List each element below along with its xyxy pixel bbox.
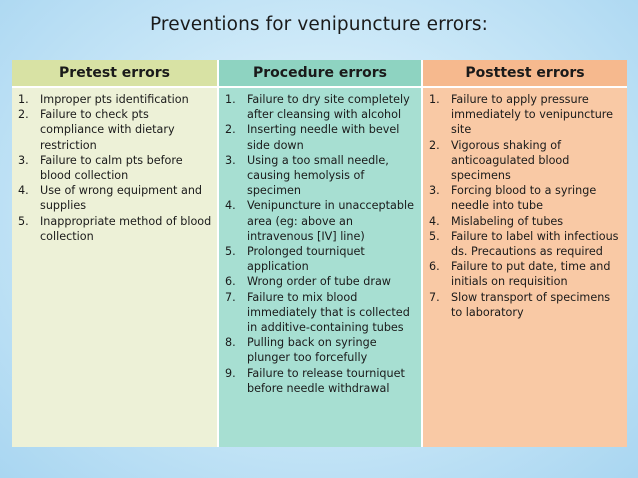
procedure-column (218, 87, 422, 447)
list-item (429, 183, 624, 213)
list-item-text: Inappropriate method of blood collection (40, 214, 212, 243)
list-item (225, 122, 418, 152)
list-item-text: Improper pts identification (40, 93, 189, 106)
list-item-text: Vigorous shaking of anticoagulated blood specimens (451, 138, 570, 183)
list-item-text: Failure to label with infectious ds. Precautions as required (451, 229, 619, 259)
pretest-error-list (18, 92, 214, 244)
list-item-number: 6. (225, 275, 236, 289)
list-item-text: Using a too small needle, causing hemolysis of specimen (247, 153, 389, 198)
posttest-error-list (429, 92, 624, 320)
list-item (225, 92, 418, 122)
list-item-text: Failure to put date, time and initials on requisition (451, 260, 611, 289)
list-item-text: Venipuncture in unacceptable area (eg: above an intravenous [IV] line) (247, 199, 414, 243)
list-item (429, 259, 624, 289)
list-item-text: Failure to dry site completely after cleansing with alcohol (247, 93, 410, 122)
list-item-number: 1. (429, 93, 440, 106)
list-item (225, 153, 418, 199)
list-item-number: 3. (429, 184, 440, 198)
list-item-number: 3. (225, 153, 236, 167)
list-item-text: Forcing blood to a syringe needle into tube (451, 184, 597, 213)
list-item (225, 335, 418, 365)
list-item-number: 7. (429, 290, 440, 304)
list-item-text: Slow transport of specimens to laboratory (451, 290, 611, 319)
list-item-number: 5. (429, 229, 440, 243)
list-item (18, 107, 214, 153)
list-item-text: Pulling back on syringe plunger too forcefully (247, 336, 377, 365)
list-item (18, 183, 214, 213)
list-item-number: 3. (18, 153, 29, 167)
list-item-text: Failure to apply pressure immediately to venipuncture site (451, 93, 614, 137)
list-item (429, 92, 624, 138)
list-item-number: 7. (225, 290, 236, 304)
list-item (225, 274, 418, 289)
header-posttest-errors: Posttest errors (422, 60, 627, 87)
list-item (225, 366, 418, 396)
list-item (225, 290, 418, 336)
list-item-number: 4. (225, 199, 236, 213)
list-item-number: 4. (18, 184, 29, 198)
slide-title: Preventions for venipuncture errors: (150, 14, 488, 35)
list-item-text: Wrong order of tube draw (247, 275, 391, 289)
list-item (429, 138, 624, 184)
list-item (18, 92, 214, 107)
list-item-text: Mislabeling of tubes (451, 214, 564, 228)
list-item-text: Failure to mix blood immediately that is collected in additive-containing tubes (247, 290, 410, 335)
list-item (429, 229, 624, 259)
list-item-number: 9. (225, 366, 236, 380)
list-item-number: 5. (225, 245, 236, 259)
pretest-column (12, 87, 218, 447)
posttest-column (422, 87, 627, 447)
list-item-number: 2. (18, 108, 29, 122)
list-item-number: 8. (225, 336, 236, 350)
errors-table (12, 60, 627, 447)
list-item-number: 2. (429, 138, 440, 152)
list-item (18, 214, 214, 244)
list-item-text: Failure to check pts compliance with dietary restriction (40, 108, 175, 152)
list-item-number: 6. (429, 260, 440, 274)
list-item (225, 244, 418, 274)
list-item-text: Use of wrong equipment and supplies (40, 184, 203, 213)
list-item-text: Failure to release tourniquet before needle withdrawal (247, 366, 405, 395)
list-item-text: Inserting needle with bevel side down (247, 123, 400, 152)
table-header-row (12, 60, 627, 87)
list-item-number: 1. (18, 93, 29, 106)
list-item (429, 214, 624, 229)
list-item (18, 153, 214, 183)
list-item (225, 198, 418, 244)
table-body-row (12, 87, 627, 447)
list-item (429, 290, 624, 320)
list-item-number: 2. (225, 123, 236, 137)
header-procedure-errors: Procedure errors (218, 60, 422, 87)
procedure-error-list (225, 92, 418, 396)
list-item-number: 5. (18, 214, 29, 228)
list-item-number: 1. (225, 93, 236, 106)
list-item-number: 4. (429, 214, 440, 228)
header-pretest-errors: Pretest errors (12, 60, 218, 87)
list-item-text: Failure to calm pts before blood collection (40, 153, 183, 183)
list-item-text: Prolonged tourniquet application (247, 245, 365, 274)
